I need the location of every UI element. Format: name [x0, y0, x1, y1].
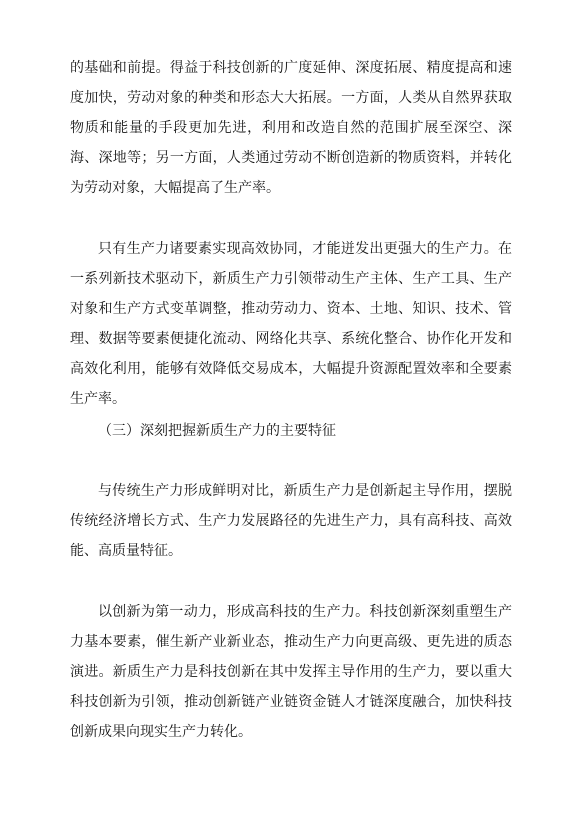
paragraph-continued: 的基础和前提。得益于科技创新的广度延伸、深度拓展、精度提高和速度加快，劳动对象的种类和形态大大拓展。一方面，人类从自然界获取物质和能量的手段更加先进，利用和改造自然的范围扩展至深空、深海、深地等；另一方面，人类通过劳动不断创造新的物质资料，并转化为劳动对象，大幅提高了生产率。: [70, 60, 512, 196]
paragraph-innovation: 以创新为第一动力，形成高科技的生产力。科技创新深刻重塑生产力基本要素，催生新产业新业态，推动生产力向更高级、更先进的质态演进。新质生产力是科技创新在其中发挥主导作用的生产力，要以重大科技创新为引领，推动创新链产业链资金链人才链深度融合，加快科技创新成果向现实生产力转化。: [70, 604, 512, 740]
section-heading: （三）深刻把握新质生产力的主要特征: [98, 423, 336, 439]
paragraph-factor-synergy: 只有生产力诸要素实现高效协同，才能迸发出更强大的生产力。在一系列新技术驱动下，新质生产力引领带动生产主体、生产工具、生产对象和生产方式变革调整，推动劳动力、资本、土地、知识、技术、管理、数据等要素便捷化流动、网络化共享、系统化整合、协作化开发和高效化利用，能够有效降低交易成本，大幅提升资源配置效率和全要素生产率。: [70, 241, 512, 407]
paragraph-contrast: 与传统生产力形成鲜明对比，新质生产力是创新起主导作用，摆脱传统经济增长方式、生产力发展路径的先进生产力，具有高科技、高效能、高质量特征。: [70, 483, 512, 559]
